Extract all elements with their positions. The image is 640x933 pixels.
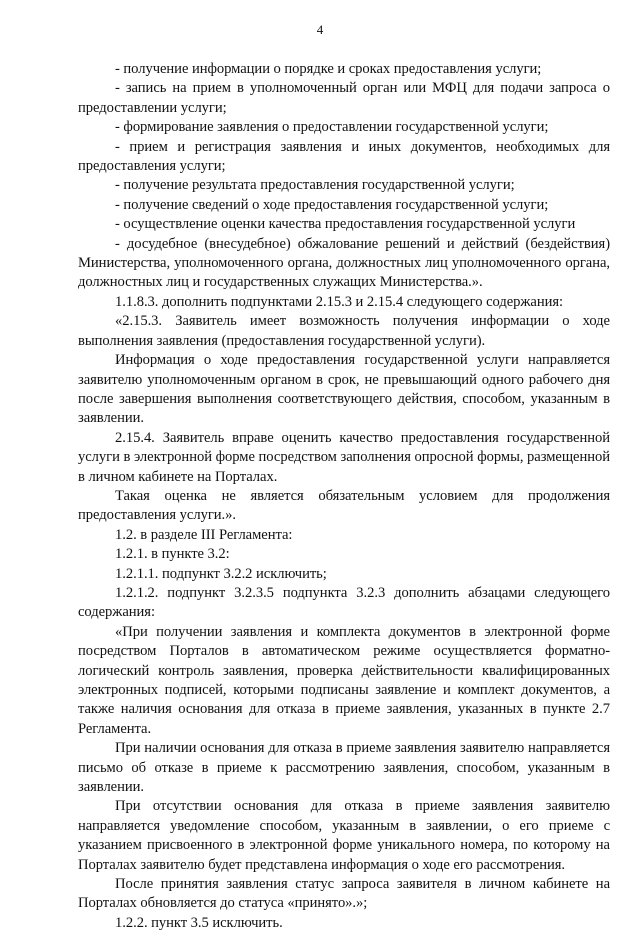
- paragraph: 1.2.1.1. подпункт 3.2.2 исключить;: [115, 565, 327, 582]
- paragraph: Такая оценка не является обязательным условием для продолжения предоставления услуги.».: [78, 487, 610, 524]
- paragraph: После принятия заявления статус запроса заявителя в личном кабинете на Порталах обновляется до статуса «принято».»;: [78, 876, 610, 912]
- paragraph: - запись на прием в уполномоченный орган или МФЦ для подачи запроса о предоставлении услуги;: [78, 80, 610, 116]
- page-number: 4: [316, 22, 324, 37]
- document-body: [78, 60, 610, 933]
- paragraph: «При получении заявления и комплекта документов в электронной форме посредством Порталов в автоматическом режиме осуществляется форматно-логический контроль заявления, проверка действительности квалифицированных электронных подписей, которыми подписаны заявление и комплект документов, а также наличия основания для отказа в приеме заявления, указанных в пункте 2.7 Регламента.: [78, 623, 610, 737]
- paragraph: При наличии основания для отказа в приеме заявления заявителю направляется письмо об отказе в приеме к рассмотрению заявления, способом, указанным в заявлении.: [78, 740, 610, 796]
- paragraph: - осуществление оценки качества предоставления государственной услуги: [115, 216, 576, 233]
- paragraph: - получение сведений о ходе предоставления государственной услуги;: [115, 196, 549, 213]
- paragraph: - получение информации о порядке и сроках предоставления услуги;: [115, 61, 542, 77]
- paragraph: 1.2.2. пункт 3.5 исключить.: [115, 914, 283, 931]
- paragraph: - досудебное (внесудебное) обжалование решений и действий (бездействия) Министерства, уполномоченного органа, должностных лиц уполномоченного органа, должностных лиц и государственных служащих Министерства.».: [78, 235, 610, 291]
- paragraph: 2.15.4. Заявитель вправе оценить качество предоставления государственной услуги в электронной форме посредством заполнения опросной формы, размещенной в личном кабинете на Порталах.: [78, 429, 610, 485]
- paragraph: 1.1.8.3. дополнить подпунктами 2.15.3 и 2.15.4 следующего содержания:: [115, 293, 564, 310]
- paragraph: 1.2.1.2. подпункт 3.2.3.5 подпункта 3.2.3 дополнить абзацами следующего содержания:: [78, 584, 610, 621]
- paragraph: - формирование заявления о предоставлении государственной услуги;: [115, 119, 549, 136]
- paragraph: - прием и регистрация заявления и иных документов, необходимых для предоставления услуги;: [78, 138, 610, 175]
- paragraph: 1.2. в разделе III Регламента:: [115, 526, 293, 543]
- paragraph: «2.15.3. Заявитель имеет возможность получения информации о ходе выполнения заявления (предоставления государственной услуги).: [78, 313, 610, 349]
- paragraph: 1.2.1. в пункте 3.2:: [115, 546, 230, 563]
- paragraph: При отсутствии основания для отказа в приеме заявления заявителю направляется уведомление способом, указанным в заявлении, о его приеме с указанием присвоенного в электронной форме уникального номера, по которому на Порталах заявителю будет представлена информация о ходе его рассмотрения.: [78, 798, 610, 873]
- paragraph: - получение результата предоставления государственной услуги;: [115, 177, 515, 194]
- paragraph: Информация о ходе предоставления государственной услуги направляется заявителю уполномоченным органом в срок, не превышающий одного рабочего дня после завершения выполнения соответствующего действия, способом, указанным в заявлении.: [78, 352, 610, 427]
